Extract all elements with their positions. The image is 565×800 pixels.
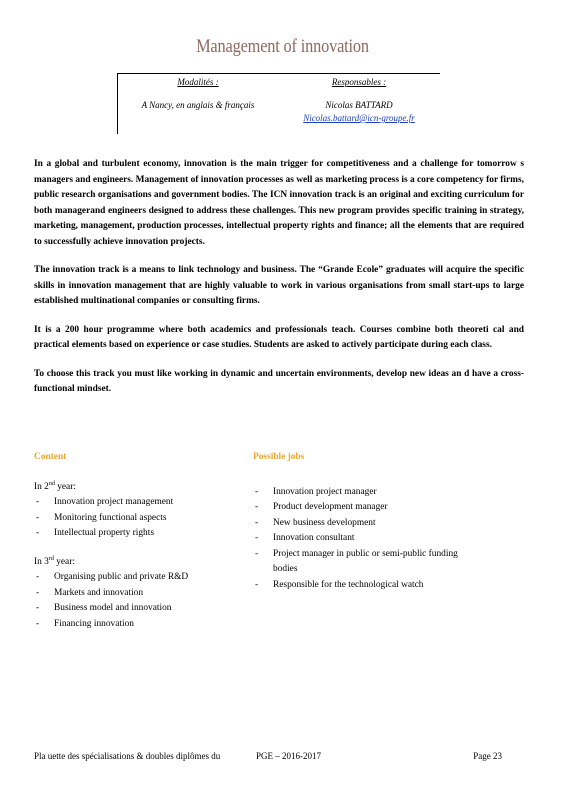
info-box: [117, 73, 440, 134]
list-item: - Innovation project manager: [253, 485, 473, 501]
modalites-value: A Nancy, en anglais & français: [141, 100, 255, 110]
page-number: Page 23: [473, 751, 502, 761]
year-3-courses: [34, 570, 244, 632]
footer-brochure-title: Pla uette des spécialisations & doubles diplômes du: [34, 751, 221, 761]
list-item: - Business model and innovation: [34, 601, 244, 617]
list-item: - Financing innovation: [34, 617, 244, 633]
year-2-label: In 2nd year:: [34, 480, 76, 492]
responsables-name: Nicolas BATTARD: [325, 100, 393, 110]
content-section: [34, 450, 244, 642]
jobs-section: [253, 450, 473, 603]
jobs-heading: Possible jobs: [253, 452, 305, 462]
list-item: - Innovation project management: [34, 495, 244, 511]
responsables-label: Responsables :: [331, 77, 387, 87]
content-heading: Content: [34, 452, 67, 462]
list-item: - Project manager in public or semi-public funding bodies: [253, 547, 473, 578]
list-item: - Innovation consultant: [253, 531, 473, 547]
list-item: - Markets and innovation: [34, 586, 244, 602]
responsables-email-link[interactable]: Nicolas.battard@icn-groupe.fr: [303, 113, 415, 123]
paragraph: In a global and turbulent economy, innovation is the main trigger for competitiveness and a challenge for tomorrow s managers and engineers. Management of innovation processes as well as marketing process is a core competency for firms, public research organisations and government bodies. The ICN innovation track is an original and exciting curriculum for both managerand engineers designed to address these challenges. This new program provides specific training in strategy, marketing, management, production processes, intellectual property rights and finance; all the elements that are required to successfully achieve innovation projects.: [34, 159, 524, 247]
page-title: Management of innovation: [196, 36, 369, 57]
list-item: - Product development manager: [253, 500, 473, 516]
list-item: - Responsible for the technological watch: [253, 578, 473, 594]
description: [34, 157, 524, 411]
footer-program: PGE – 2016-2017: [256, 751, 321, 761]
list-item: - Monitoring functional aspects: [34, 511, 244, 527]
year-3-label: In 3rd year:: [34, 555, 75, 567]
jobs-list: [253, 485, 473, 594]
list-item: - Organising public and private R&D: [34, 570, 244, 586]
modalites-column: [118, 76, 278, 112]
year-2-courses: [34, 495, 244, 542]
modalites-label: Modalités :: [177, 77, 219, 87]
paragraph: To choose this track you must like working in dynamic and uncertain environments, develop new ideas an d have a cross-functional mindset.: [34, 368, 524, 394]
list-item: - New business development: [253, 516, 473, 532]
paragraph: It is a 200 hour programme where both academics and professionals teach. Courses combine both theoreti cal and practical elements based on experience or case studies. Students are asked to actively participate during each class.: [34, 324, 524, 350]
list-item: - Intellectual property rights: [34, 526, 244, 542]
paragraph: The innovation track is a means to link technology and business. The “Grande Ecole” graduates will acquire the specific skills in innovation management that are highly valuable to work in various organisations from small start-ups to large established multinational companies or consulting firms.: [34, 265, 524, 306]
responsables-column: [278, 76, 440, 125]
